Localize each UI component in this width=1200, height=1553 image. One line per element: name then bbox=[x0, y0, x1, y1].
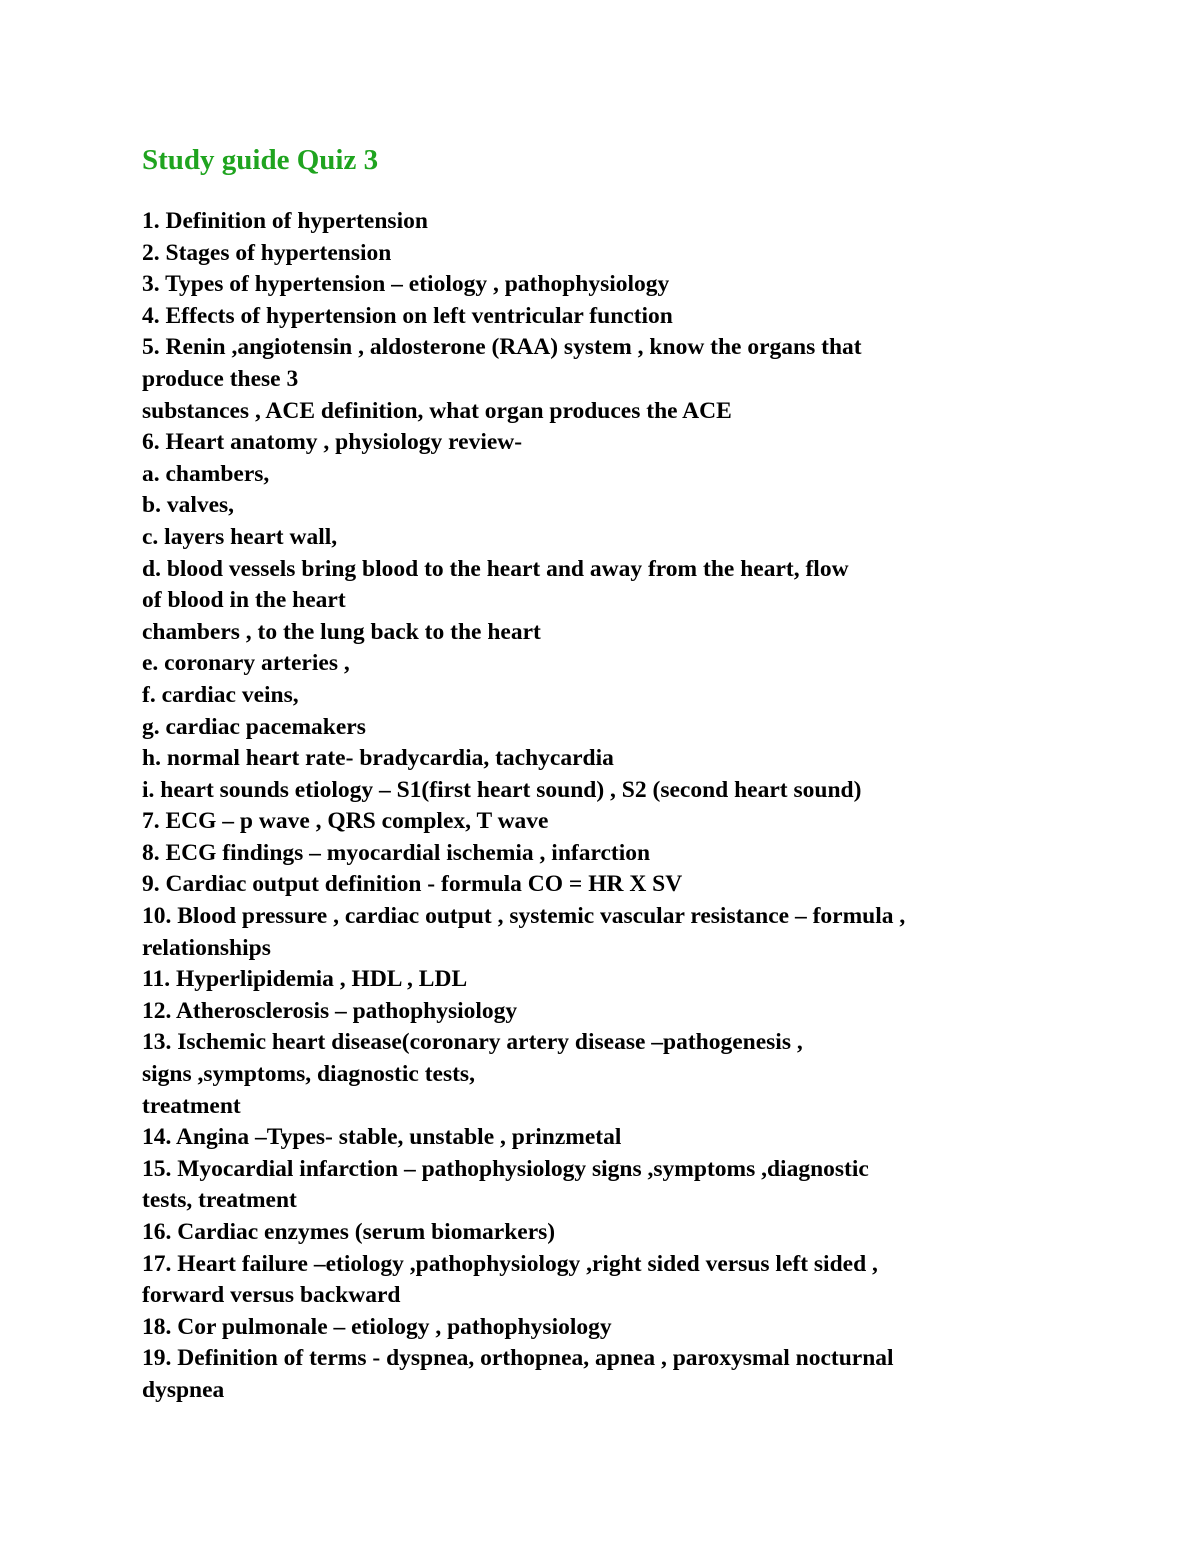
list-item: 1. Definition of hypertension bbox=[142, 208, 428, 234]
list-item: substances , ACE definition, what organ produces the ACE bbox=[142, 397, 732, 424]
list-item: 2. Stages of hypertension bbox=[142, 239, 392, 266]
list-item: a. chambers, bbox=[142, 460, 270, 487]
list-item: h. normal heart rate- bradycardia, tachycardia bbox=[142, 745, 614, 772]
list-item: forward versus backward bbox=[142, 1282, 401, 1309]
list-item: 15. Myocardial infarction – pathophysiology signs ,symptoms ,diagnostic bbox=[142, 1155, 869, 1182]
list-item: 18. Cor pulmonale – etiology , pathophysiology bbox=[142, 1313, 612, 1340]
list-item: b. valves, bbox=[142, 492, 235, 519]
list-item: 19. Definition of terms - dyspnea, orthopnea, apnea , paroxysmal nocturnal bbox=[142, 1345, 894, 1372]
list-item: i. heart sounds etiology – S1(first heart sound) , S2 (second heart sound) bbox=[142, 776, 862, 803]
list-item: g. cardiac pacemakers bbox=[142, 713, 366, 740]
list-item: chambers , to the lung back to the heart bbox=[142, 618, 541, 645]
list-item: 4. Effects of hypertension on left ventricular function bbox=[142, 302, 673, 329]
list-item: signs ,symptoms, diagnostic tests, bbox=[142, 1061, 475, 1088]
list-item: of blood in the heart bbox=[142, 587, 346, 614]
list-item: 11. Hyperlipidemia , HDL , LDL bbox=[142, 966, 468, 993]
list-item: relationships bbox=[142, 934, 271, 961]
list-item: f. cardiac veins, bbox=[142, 681, 299, 708]
document-title: Study guide Quiz 3 bbox=[142, 144, 379, 176]
list-item: treatment bbox=[142, 1092, 241, 1119]
list-item: 14. Angina –Types- stable, unstable , prinzmetal bbox=[142, 1124, 622, 1151]
list-item: 16. Cardiac enzymes (serum biomarkers) bbox=[142, 1219, 556, 1245]
list-item: 12. Atherosclerosis – pathophysiology bbox=[142, 997, 518, 1024]
list-item: 7. ECG – p wave , QRS complex, T wave bbox=[142, 808, 549, 835]
list-item: 10. Blood pressure , cardiac output , systemic vascular resistance – formula , bbox=[142, 903, 906, 930]
list-item: 6. Heart anatomy , physiology review- bbox=[142, 429, 523, 456]
list-item: 8. ECG findings – myocardial ischemia , infarction bbox=[142, 839, 651, 866]
list-item: produce these 3 bbox=[142, 365, 299, 392]
list-item: 17. Heart failure –etiology ,pathophysiology ,right sided versus left sided , bbox=[142, 1250, 878, 1277]
list-item: 9. Cardiac output definition - formula CO = HR X SV bbox=[142, 871, 683, 898]
list-item: tests, treatment bbox=[142, 1187, 297, 1214]
document-page bbox=[142, 140, 1142, 1407]
list-item: 5. Renin ,angiotensin , aldosterone (RAA) system , know the organs that bbox=[142, 334, 862, 361]
list-item: 3. Types of hypertension – etiology , pathophysiology bbox=[142, 271, 670, 298]
study-guide-list bbox=[142, 206, 1142, 1407]
list-item: dyspnea bbox=[142, 1376, 225, 1403]
list-item: c. layers heart wall, bbox=[142, 523, 338, 550]
list-item: e. coronary arteries , bbox=[142, 650, 350, 677]
list-item: d. blood vessels bring blood to the heart and away from the heart, flow bbox=[142, 555, 849, 582]
list-item: 13. Ischemic heart disease(coronary artery disease –pathogenesis , bbox=[142, 1029, 803, 1056]
